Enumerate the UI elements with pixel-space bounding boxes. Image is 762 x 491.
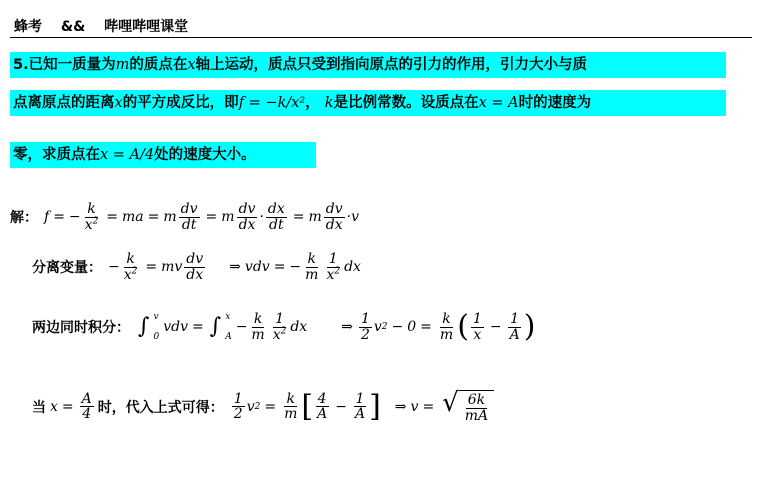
header-brand: 蜂考 [14,19,42,35]
problem-line-3: 零，求质点在x = A/4处的速度大小。 [10,142,316,168]
equation-result: $\frac{1}{2}$ v 2 = $\frac{k}{m}$ [ $\frac{4}{A}$ − $\frac{1}{A}$ ] ⇒ v = √ $\frac{6k}{mA}$ [230,390,494,423]
problem-line-2: 点离原点的距离x的平方成反比，即f = −k/x²， k是比例常数。设质点在x = A时的速度为 [10,90,726,116]
solution-step-2 [32,252,361,282]
label-separate: 分离变量： [32,260,102,277]
header-sep: && [60,19,86,35]
label-jie: 解： [10,210,38,227]
equation-newton: f = − $\frac{k}{x^2}$ = ma = m $\frac{dv}{dt}$ = m $\frac{dv}{dx}$ · $\frac{dx}{dt}$ = m $\frac{dv}{dx}$ ·v [44,201,359,233]
page-header [14,16,202,36]
label-when: 当 [32,399,46,416]
solution-step-3 [32,309,536,345]
solution-step-1 [10,202,359,232]
label-substitute: 时，代入上式可得： [97,399,224,416]
equation-separation: − $\frac{k}{x^2}$ = mv $\frac{dv}{dx}$ ⇒ vdv = − $\frac{k}{m}$ $\frac{1}{x^2}$ dx [108,251,361,283]
problem-line-1: 5.已知一质量为m的质点在x轴上运动，质点只受到指向原点的引力的作用，引力大小与质 [10,52,726,78]
solution-step-4: 当 x = $\frac{A}{4}$ 时，代入上式可得： $\frac{1}{2}$ v 2 = $\frac{k}{m}$ [ $\frac{4}{A}$ − $\frac{1}{A}$ ] ⇒ v = √ $\frac{6k}{mA}$ [32,390,494,423]
label-integrate: 两边同时积分： [32,320,130,337]
equation-integration: ∫ v 0 vdv = ∫ x A − $\frac{k}{m}$ $\frac{1}{x^2}$ dx ⇒ $\frac{1}{2}$ v 2 − 0 = $\frac{k}{m}$ ( $\frac{1}{x}$ − $\frac{1}{A}$ ) [138,309,536,345]
header-rule [10,37,752,38]
header-course: 哔哩哔哩课堂 [104,19,189,35]
